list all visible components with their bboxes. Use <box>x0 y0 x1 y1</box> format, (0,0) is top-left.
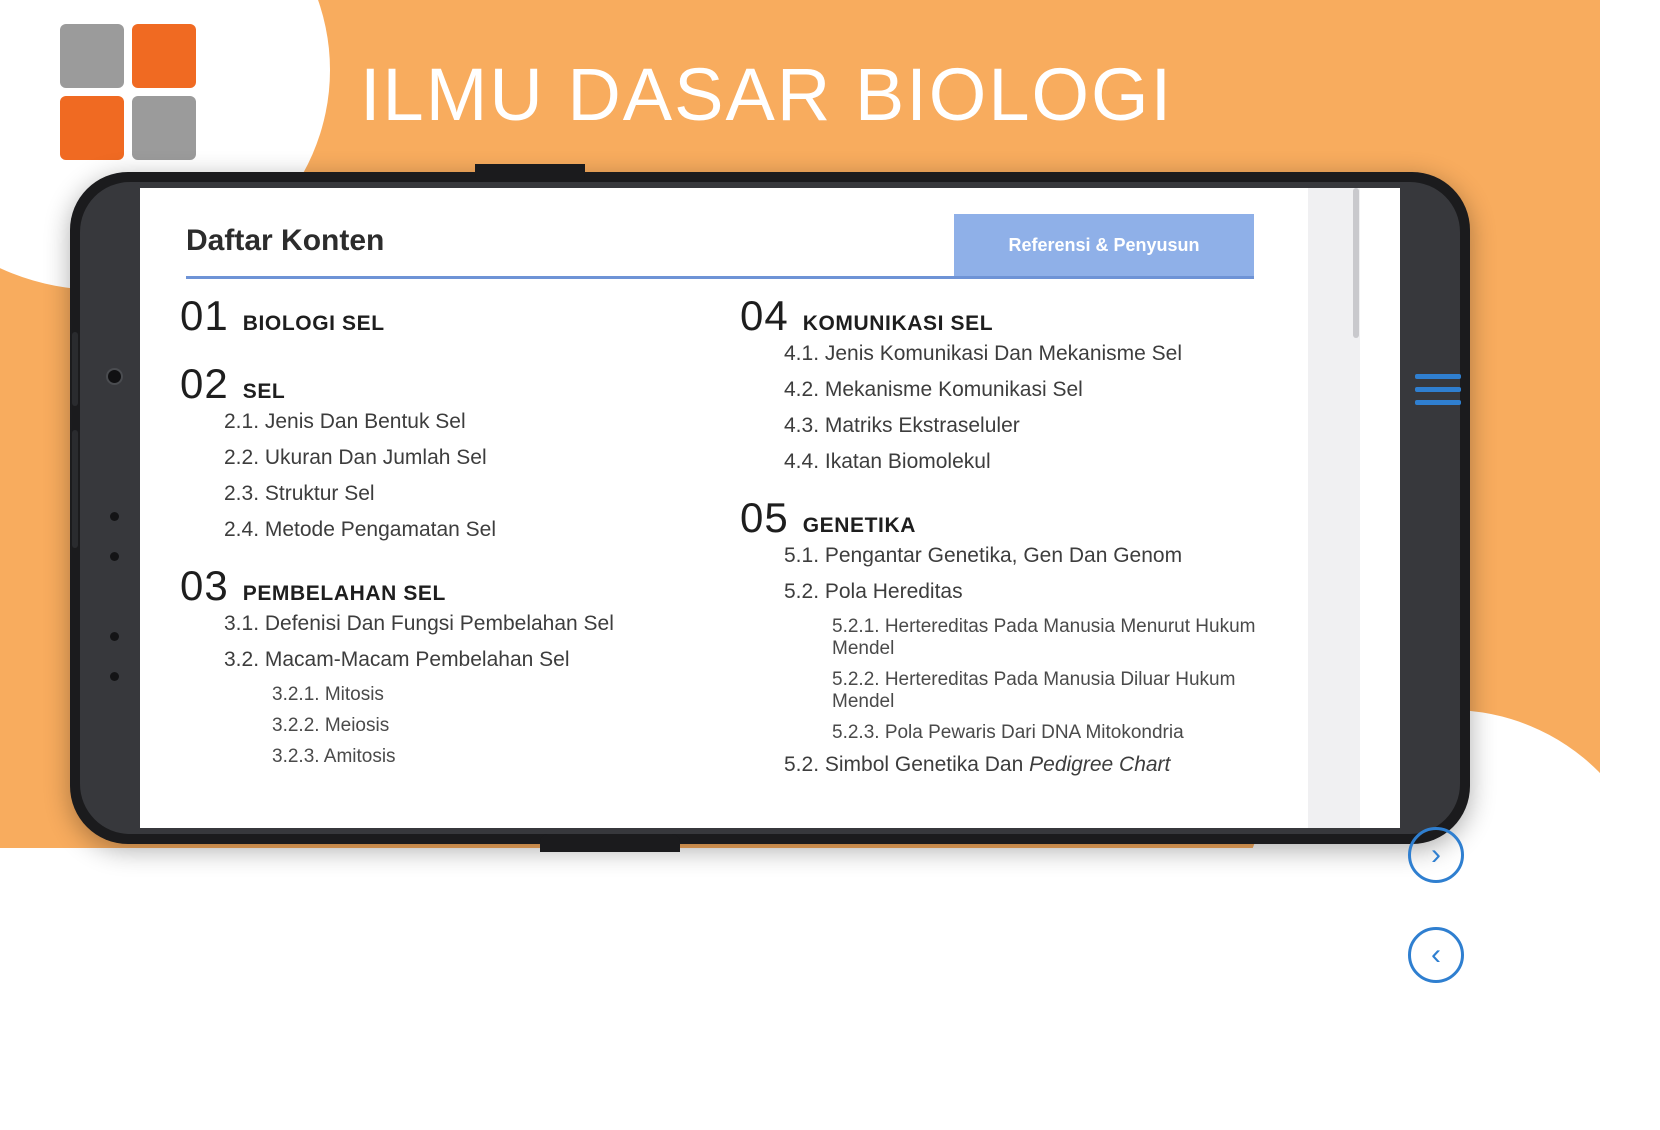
chapter-title: SEL <box>242 380 286 403</box>
toc-item-2-2[interactable]: 2.2. Ukuran Dan Jumlah Sel <box>224 446 487 469</box>
phone-power-button <box>72 430 78 548</box>
app-logo <box>58 22 200 164</box>
logo-square-bottom-right <box>132 96 196 160</box>
hamburger-bar <box>1415 400 1461 405</box>
toc-chapter-02[interactable] <box>180 360 710 408</box>
toc-item-5-2-3[interactable]: 5.2.3. Pola Pewaris Dari DNA Mitokondria <box>832 722 1184 743</box>
previous-page-button[interactable]: ‹ <box>1408 927 1464 983</box>
chapter-number: 04 <box>740 292 789 339</box>
toc-item-3-2[interactable]: 3.2. Macam-Macam Pembelahan Sel <box>224 648 570 671</box>
hamburger-bar <box>1415 387 1461 392</box>
hamburger-menu-icon[interactable] <box>1415 374 1461 408</box>
toc-item-3-2-2[interactable]: 3.2.2. Meiosis <box>272 715 390 736</box>
toc-item-5-2[interactable]: 5.2. Pola Hereditas <box>784 580 963 603</box>
toc-item-3-1[interactable]: 3.1. Defenisi Dan Fungsi Pembelahan Sel <box>224 612 614 635</box>
app-content-area <box>140 188 1308 828</box>
next-page-button[interactable]: › <box>1408 827 1464 883</box>
toc-item-5-1[interactable]: 5.1. Pengantar Genetika, Gen Dan Genom <box>784 544 1183 567</box>
toc-chapter-04[interactable] <box>740 292 1270 340</box>
chapter-number: 01 <box>180 292 229 339</box>
vertical-scrollbar[interactable] <box>1353 188 1359 338</box>
chapter-title: PEMBELAHAN SEL <box>242 582 446 605</box>
phone-sensor-dot <box>110 672 119 681</box>
toc-item-text-italic: Pedigree Chart <box>1029 753 1171 776</box>
chapter-number: 02 <box>180 360 229 407</box>
toc-item-4-4[interactable]: 4.4. Ikatan Biomolekul <box>784 450 991 473</box>
right-rail <box>1360 188 1400 828</box>
phone-bottom-notch <box>540 834 680 852</box>
page-title: Daftar Konten <box>186 224 385 257</box>
chapter-number: 03 <box>180 562 229 609</box>
logo-square-top-right <box>132 24 196 88</box>
phone-volume-button <box>72 332 78 406</box>
toc-item-3-2-1[interactable]: 3.2.1. Mitosis <box>272 684 384 705</box>
toc-item-4-3[interactable]: 4.3. Matriks Ekstraseluler <box>784 414 1020 437</box>
content-header <box>186 214 1254 279</box>
toc-item-5-2-2[interactable]: 5.2.2. Hertereditas Pada Manusia Diluar Hukum Mendel <box>832 669 1236 712</box>
toc-item-4-1[interactable]: 4.1. Jenis Komunikasi Dan Mekanisme Sel <box>784 342 1183 365</box>
phone-mockup <box>70 172 1470 971</box>
phone-sensor-dot <box>110 632 119 641</box>
phone-screen <box>140 188 1400 828</box>
toc-item-5-2-1[interactable]: 5.2.1. Hertereditas Pada Manusia Menurut Hukum Mendel <box>832 616 1256 659</box>
toc-chapter-01[interactable] <box>180 292 710 340</box>
reference-authors-button[interactable]: Referensi & Penyusun <box>954 214 1254 276</box>
toc-chapter-05[interactable] <box>740 494 1270 542</box>
toc-item-text: 5.2. Simbol Genetika Dan <box>784 753 1030 776</box>
phone-front-camera <box>106 368 123 385</box>
phone-sensor-dot <box>110 512 119 521</box>
toc-item-3-2-3[interactable]: 3.2.3. Amitosis <box>272 746 396 767</box>
chapter-number: 05 <box>740 494 789 541</box>
phone-top-notch <box>475 164 585 182</box>
phone-sensor-dot <box>110 552 119 561</box>
chapter-title: BIOLOGI SEL <box>242 312 385 335</box>
banner-title: ILMU DASAR BIOLOGI <box>360 53 1174 136</box>
chapter-title: KOMUNIKASI SEL <box>802 312 994 335</box>
toc-chapter-03[interactable] <box>180 562 710 610</box>
toc-column-right <box>740 292 1270 789</box>
toc-item-2-3[interactable]: 2.3. Struktur Sel <box>224 482 375 505</box>
toc-item-2-1[interactable]: 2.1. Jenis Dan Bentuk Sel <box>224 410 466 433</box>
toc-item-4-2[interactable]: 4.2. Mekanisme Komunikasi Sel <box>784 378 1083 401</box>
toc-column-left <box>180 292 710 777</box>
toc-item-2-4[interactable]: 2.4. Metode Pengamatan Sel <box>224 518 497 541</box>
logo-square-top-left <box>60 24 124 88</box>
logo-square-bottom-left <box>60 96 124 160</box>
toc-item-5-2-symbol[interactable] <box>784 753 1270 777</box>
chapter-title: GENETIKA <box>802 514 917 537</box>
hamburger-bar <box>1415 374 1461 379</box>
